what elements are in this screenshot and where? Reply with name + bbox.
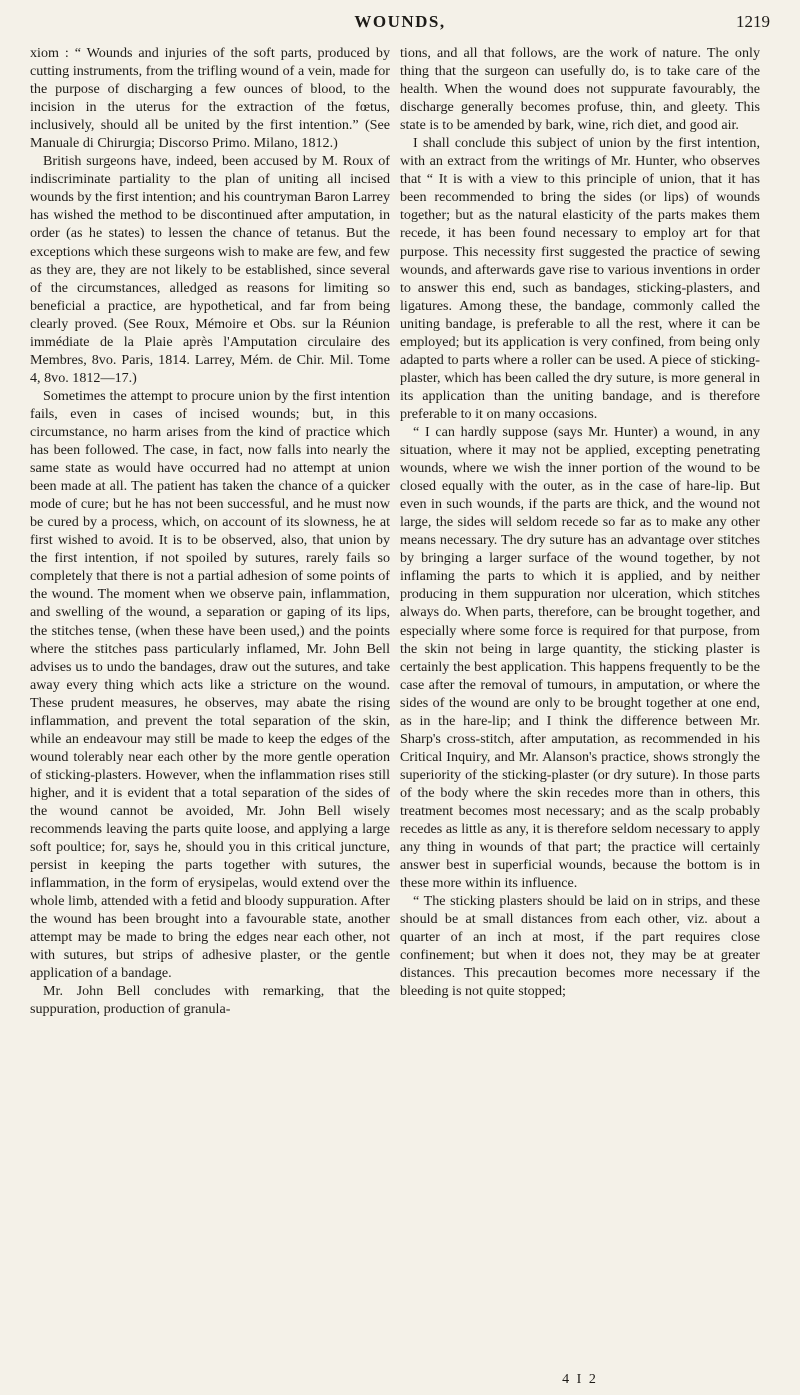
right-paragraph-4: “ The sticking plasters should be laid on in strips, and these should be at small distances from each other, viz. about a quarter of an inch at most, if the part requires close confinement; but when it does not, they may be at greater distances. This precaution becomes more necessary if the bleeding is not quite stopped;	[400, 893, 760, 1000]
running-head	[0, 12, 800, 38]
right-paragraph-1: tions, and all that follows, are the work of nature. The only thing that the surgeon can usefully do, is to take care of the health. When the wound does not suppurate favourably, the discharge generally becomes profuse, thin, and gleety. This state is to be amended by bark, wine, rich diet, and good air.	[400, 45, 760, 134]
left-paragraph-3: Sometimes the attempt to procure union by the first intention fails, even in cases of incised wounds; but, in this circumstance, no harm arises from the kind of practice which has been followed. The case, in fact, now falls into nearly the same state as would have occurred had no attempt at union been made at all. The patient has taken the chance of a quicker mode of cure; but he has not been successful, and he must now be cured by a process, which, on account of its slowness, he at first wished to avoid. It is to be observed, also, that union by the first intention, if not spoiled by sutures, rarely fails so completely that there is not a partial adhesion of some points of the wound. The moment when we observe pain, inflammation, and swelling of the wound, a separation or gaping of its lips, the stitches tense, (when these have been used,) and the points where the stitches pass particularly inflamed, Mr. John Bell advises us to undo the bandages, draw out the sutures, and take away every thing which acts like a stricture on the wound. These prudent measures, he observes, may abate the rising inflammation, and prevent the total separation of the skin, while an endeavour may still be made to keep the edges of the wound tolerably near each other by the more gentle operation of sticking-plasters. However, when the inflammation rises still higher, and it is evident that a total separation of the sides of the wound cannot be avoided, Mr. John Bell wisely recommends leaving the parts quite loose, and applying a large soft poultice; for, says he, should you in this critical juncture, persist in keeping the parts together with sutures, the inflammation, in the form of erysipelas, would extend over the whole limb, attended with a fetid and bloody suppuration. After the wound has been brought into a favourable state, another attempt may be made to bring the edges near each other, not with sutures, but strips of adhesive plaster, or the gentle application of a bandage.	[30, 387, 390, 982]
running-title: WOUNDS,	[354, 12, 446, 31]
signature-mark: 4 I 2	[562, 1372, 598, 1387]
right-paragraph-3: “ I can hardly suppose (says Mr. Hunter) a wound, in any situation, where it may not be applied, excepting penetrating wounds, where we wish the inner portion of the wound to be closed equally with the outer, as in the case of hare-lip. But even in such wounds, if the parts are thick, and the wound not large, the sides will seldom recede so far as to make any other means necessary. The dry suture has an advantage over stitches by bringing a larger surface of the wound together, by not inflaming the parts to which it is applied, and by neither producing in them suppuration nor ulceration, which stitches always do. When parts, therefore, can be brought together, and especially where some force is required for that purpose, from the skin not being in large quantity, the sticking plaster is certainly the best application. This happens frequently to be the case after the removal of tumours, in amputation, or where the sides of the wound are only to be brought together at one end, as in the hare-lip; and I think the difference between Mr. Sharp's cross-stitch, after amputation, as recommended in his Critical Inquiry, and Mr. Alanson's practice, shows strongly the superiority of the sticking-plaster (or dry suture). In those parts of the body where the skin recedes more than in others, this treatment becomes most necessary; and as the scalp probably recedes as little as any, it is therefore seldom necessary to apply any thing in wounds of that part; the practice will certainly answer best in superficial wounds, because the bottom is in these more within its influence.	[400, 423, 760, 892]
left-paragraph-1: xiom : “ Wounds and injuries of the soft parts, produced by cutting instruments, from the trifling wound of a vein, made for the purpose of discharging a few ounces of blood, to the incision in the uterus for the extraction of the fœtus, inclusively, should all be united by the first intention.” (See Manuale di Chirurgia; Discorso Primo. Milano, 1812.)	[30, 45, 390, 152]
right-paragraph-2: I shall conclude this subject of union by the first intention, with an extract from the writings of Mr. Hunter, who observes that “ It is with a view to this principle of union, that it has been recommended to bring the sides (or lips) of wounds together; but as the natural elasticity of the parts makes them recede, it has been found necessary to employ art for that purpose. This necessity first suggested the practice of sewing wounds, and afterwards gave rise to various inventions in order to answer this end, such as bandages, sticking-plasters, and ligatures. Among these, the bandage, commonly called the uniting bandage, is preferable to all the rest, where it can be employed; but its application is very confined, from being only adapted to parts where a roller can be used. A piece of sticking-plaster, which has been called the dry suture, is more general in its application than the uniting bandage, and is therefore preferable to it on many occasions.	[400, 135, 760, 422]
left-column	[30, 44, 390, 1019]
page-number: 1219	[736, 12, 770, 31]
left-paragraph-4: Mr. John Bell concludes with remarking, that the suppuration, production of granula-	[30, 983, 390, 1018]
left-paragraph-2: British surgeons have, indeed, been accused by M. Roux of indiscriminate partiality to the plan of uniting all incised wounds by the first intention; and his countryman Baron Larrey has wished the method to be discontinued after amputation, in order (as he states) to lessen the chance of tetanus. But the exceptions which these surgeons wish to make are few, and few as they are, they are not likely to be established, since several of the circumstances, alledged as reasons for limiting so beneficial a practice, are hypothetical, and far from being clearly proved. (See Roux, Mémoire et Obs. sur la Réunion immédiate de la Plaie après l'Amputation circulaire des Membres, 8vo. Paris, 1814. Larrey, Mém. de Chir. Mil. Tome 4, 8vo. 1812—17.)	[30, 153, 390, 386]
right-column	[400, 44, 760, 1000]
